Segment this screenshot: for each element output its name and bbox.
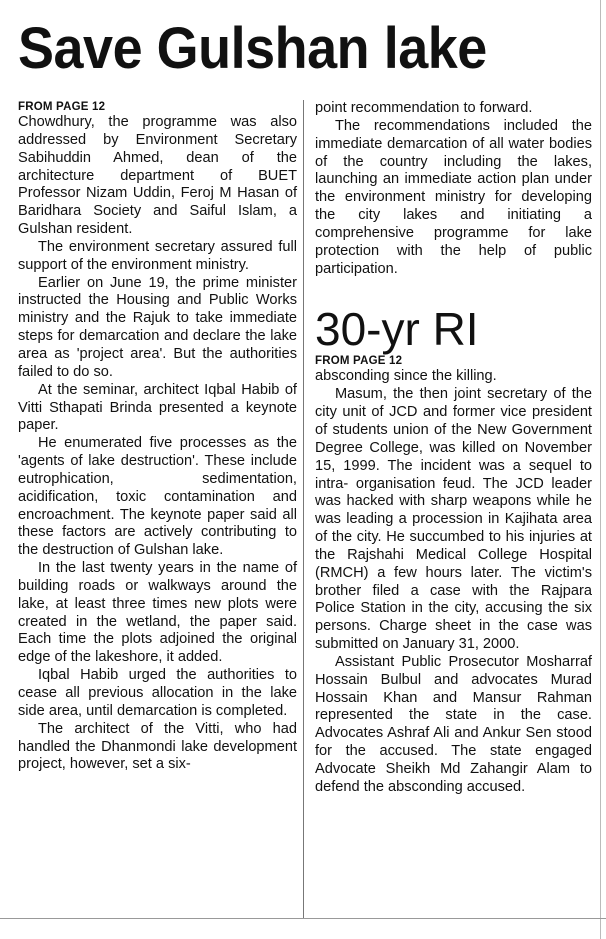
article-paragraph: Masum, the then joint secretary of the city unit of JCD and former vice president of students union of the New Government Degree College, was killed on November 15, 1999. The incident was a sequel to intra- organisation feud. The JCD leader was hacked with sharp weapons while he was leading a procession in Kajihata area of the city. He succumbed to his injuries at the Rajshahi Medical College Hospital (RMCH) a few hours later. The victim's brother filed a case with the Rajpara Police Station in the city, accusing the six persons. Charge sheet in the case was submitted on January 31, 2000.	[315, 386, 592, 653]
article-paragraph: Assistant Public Prosecutor Mosharraf Hossain Bulbul and advocates Murad Hossain Khan and Mansur Rahman represented the state in the case. Advocates Ashraf Ali and Ankur Sen stood for the accused. The state engaged Advocate Sheikh Md Zahangir Alam to defend the absconding accused.	[315, 653, 592, 795]
left-column	[18, 100, 297, 774]
article-headline: Save Gulshan lake	[18, 16, 487, 81]
article-paragraph: In the last twenty years in the name of building roads or walkways around the lake, at least three times new plots were created in the wetland, the paper said. Each time the plots adjoined the original edge of the lakeshore, it added.	[18, 560, 297, 666]
article-paragraph: Chowdhury, the programme was also addressed by Environment Secretary Sabihuddin Ahmed, dean of the architecture department of BUET Professor Nizam Uddin, Feroj M Hasan of Baridhara Society and Saiful Islam, a Gulshan resident.	[18, 114, 297, 238]
article-paragraph: The architect of the Vitti, who had handled the Dhanmondi lake development project, however, set a six-	[18, 720, 297, 773]
right-column	[315, 100, 592, 797]
article-paragraph: absconding since the killing.	[315, 368, 497, 385]
clipping-edge	[600, 0, 601, 939]
article-paragraph: point recommendation to forward.	[315, 100, 533, 116]
article-paragraph: The recommendations included the immediate demarcation of all water bodies of the country including the lakes, launching an immediate action plan under the environment ministry for developing the city lakes and initiating a comprehensive programme for lake protection with the help of public participation.	[315, 117, 592, 277]
article-paragraph: He enumerated five processes as the 'agents of lake destruction'. These include eutrophication, sedimentation, acidification, toxic contamination and encroachment. The keynote paper said all these factors are actively contributing to the destruction of Gulshan lake.	[18, 435, 297, 559]
article-paragraph: The environment secretary assured full support of the environment ministry.	[18, 238, 297, 273]
article-paragraph: At the seminar, architect Iqbal Habib of Vitti Sthapati Brinda presented a keynote paper.	[18, 381, 297, 434]
from-page-label: FROM PAGE 12	[18, 101, 106, 113]
article-paragraph: Earlier on June 19, the prime minister instructed the Housing and Public Works ministry and the Rajuk to take immediate steps for demarcation and declare the lake area as 'project area'. But the authorities failed to do so.	[18, 274, 297, 380]
second-article-headline: 30-yr RI	[315, 303, 479, 356]
column-divider	[303, 100, 304, 918]
from-page-label: FROM PAGE 12	[315, 355, 403, 368]
bottom-rule	[0, 918, 606, 919]
article-paragraph: Iqbal Habib urged the authorities to cease all previous allocation in the lake side area, until demarcation is completed.	[18, 667, 297, 719]
